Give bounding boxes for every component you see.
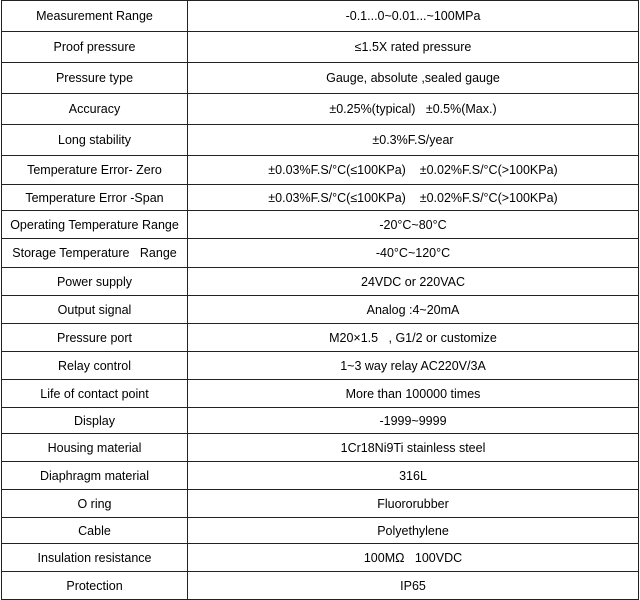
spec-param: Storage Temperature Range bbox=[2, 239, 188, 268]
spec-row-temperature-error-span bbox=[2, 185, 639, 211]
spec-value: ±0.25%(typical) ±0.5%(Max.) bbox=[188, 94, 639, 125]
spec-param: Cable bbox=[2, 518, 188, 544]
spec-row-output-signal bbox=[2, 296, 639, 324]
spec-row-life-of-contact bbox=[2, 380, 639, 408]
spec-param: Long stability bbox=[2, 125, 188, 156]
spec-param: Measurement Range bbox=[2, 1, 188, 32]
spec-param: Pressure type bbox=[2, 63, 188, 94]
spec-row-pressure-type bbox=[2, 63, 639, 94]
spec-param: Housing material bbox=[2, 434, 188, 462]
spec-row-display bbox=[2, 408, 639, 434]
spec-value: ≤1.5X rated pressure bbox=[188, 32, 639, 63]
spec-param: Accuracy bbox=[2, 94, 188, 125]
spec-row-o-ring bbox=[2, 490, 639, 518]
spec-row-cable bbox=[2, 518, 639, 544]
spec-param: O ring bbox=[2, 490, 188, 518]
spec-value: 100MΩ 100VDC bbox=[188, 544, 639, 572]
spec-value: 1~3 way relay AC220V/3A bbox=[188, 352, 639, 380]
spec-param: Insulation resistance bbox=[2, 544, 188, 572]
spec-row-power-supply bbox=[2, 268, 639, 296]
spec-row-storage-temperature bbox=[2, 239, 639, 268]
spec-param: Temperature Error- Zero bbox=[2, 156, 188, 185]
spec-param: Relay control bbox=[2, 352, 188, 380]
spec-value: -0.1...0~0.01...~100MPa bbox=[188, 1, 639, 32]
spec-value: Fluororubber bbox=[188, 490, 639, 518]
spec-param: Display bbox=[2, 408, 188, 434]
spec-value: -20°C~80°C bbox=[188, 211, 639, 239]
spec-value: Analog :4~20mA bbox=[188, 296, 639, 324]
spec-value: -1999~9999 bbox=[188, 408, 639, 434]
spec-value: Polyethylene bbox=[188, 518, 639, 544]
specification-table bbox=[1, 0, 639, 600]
spec-value: 1Cr18Ni9Ti stainless steel bbox=[188, 434, 639, 462]
spec-value: IP65 bbox=[188, 572, 639, 600]
spec-param: Proof pressure bbox=[2, 32, 188, 63]
spec-value: 24VDC or 220VAC bbox=[188, 268, 639, 296]
spec-row-housing-material bbox=[2, 434, 639, 462]
spec-row-proof-pressure bbox=[2, 32, 639, 63]
spec-value: Gauge, absolute ,sealed gauge bbox=[188, 63, 639, 94]
spec-row-measurement-range bbox=[2, 1, 639, 32]
spec-param: Protection bbox=[2, 572, 188, 600]
spec-value: ±0.03%F.S/°C(≤100KPa) ±0.02%F.S/°C(>100KPa) bbox=[188, 156, 639, 185]
spec-row-operating-temperature bbox=[2, 211, 639, 239]
spec-value: M20×1.5 , G1/2 or customize bbox=[188, 324, 639, 352]
spec-row-long-stability bbox=[2, 125, 639, 156]
spec-value: ±0.3%F.S/year bbox=[188, 125, 639, 156]
spec-value: More than 100000 times bbox=[188, 380, 639, 408]
spec-row-accuracy bbox=[2, 94, 639, 125]
spec-param: Life of contact point bbox=[2, 380, 188, 408]
spec-param: Output signal bbox=[2, 296, 188, 324]
spec-row-diaphragm-material bbox=[2, 462, 639, 490]
spec-param: Temperature Error -Span bbox=[2, 185, 188, 211]
spec-row-temperature-error-zero bbox=[2, 156, 639, 185]
spec-row-insulation-resistance bbox=[2, 544, 639, 572]
spec-row-protection bbox=[2, 572, 639, 600]
spec-param: Pressure port bbox=[2, 324, 188, 352]
spec-value: 316L bbox=[188, 462, 639, 490]
spec-value: -40°C~120°C bbox=[188, 239, 639, 268]
spec-value: ±0.03%F.S/°C(≤100KPa) ±0.02%F.S/°C(>100KPa) bbox=[188, 185, 639, 211]
spec-param: Power supply bbox=[2, 268, 188, 296]
spec-param: Diaphragm material bbox=[2, 462, 188, 490]
spec-row-pressure-port bbox=[2, 324, 639, 352]
spec-row-relay-control bbox=[2, 352, 639, 380]
spec-param: Operating Temperature Range bbox=[2, 211, 188, 239]
